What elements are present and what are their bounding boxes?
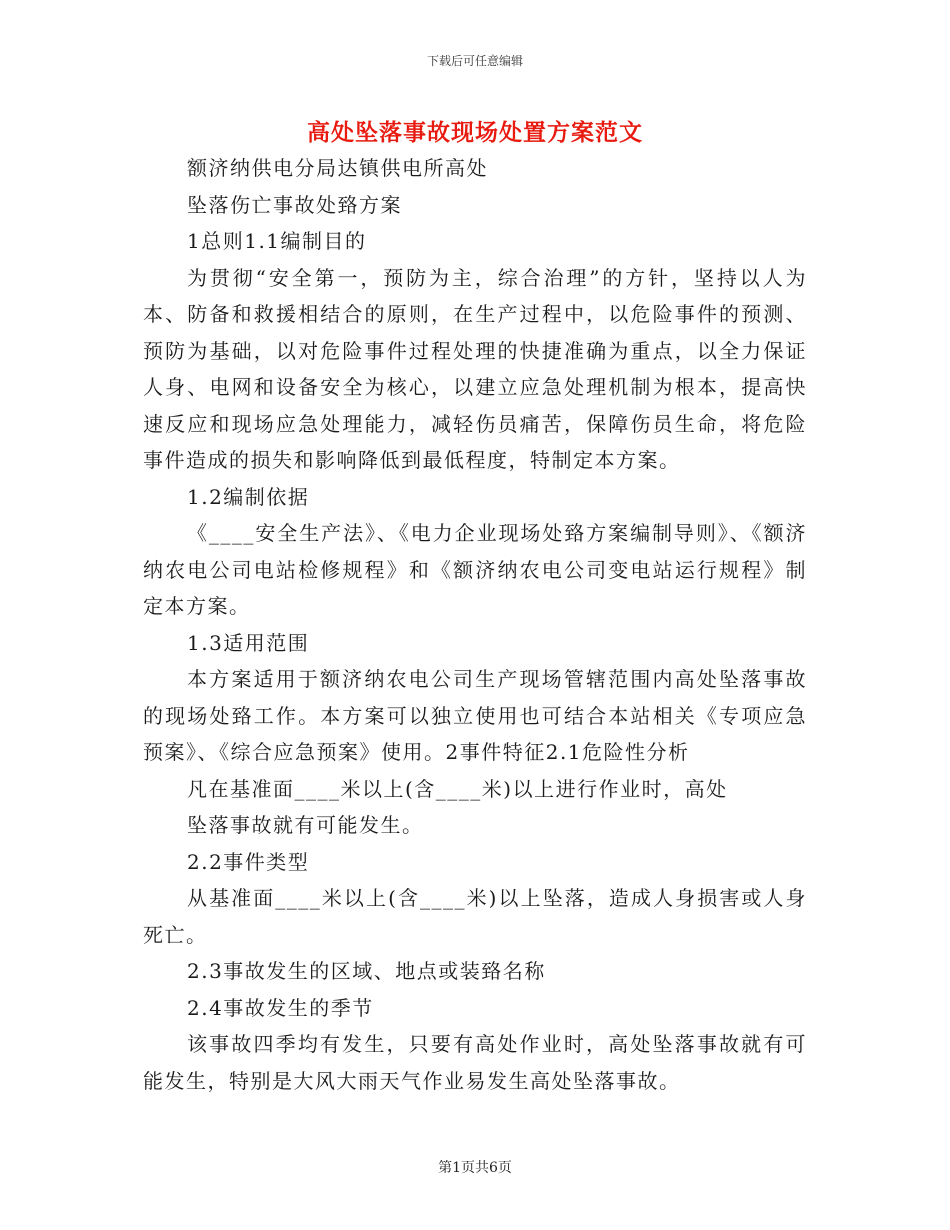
section-heading-1-3: 1.3适用范围 xyxy=(187,630,310,655)
document-title: 高处坠落事故现场处置方案范文 xyxy=(307,119,643,146)
document-body xyxy=(143,150,807,1099)
page-number: 第1页共6页 xyxy=(438,1160,512,1176)
paragraph-scope: 本方案适用于额济纳农电公司生产现场管辖范围内高处坠落事故的现场处臵工作。本方案可以独立使用也可结合本站相关《专项应急预案》、《综合应急预案》使用。2事件特征2.1危险性分析 xyxy=(143,667,807,764)
section-heading-1-2: 1.2编制依据 xyxy=(187,484,310,509)
paragraph-event-type: 从基准面____米以上(含____米)以上坠落，造成人身损害或人身死亡。 xyxy=(143,886,807,947)
subtitle-line-1: 额济纳供电分局达镇供电所高处 xyxy=(187,156,488,180)
section-heading-2-4: 2.4事故发生的季节 xyxy=(187,995,374,1020)
paragraph-risk-line-2: 坠落事故就有可能发生。 xyxy=(187,813,424,837)
subtitle-line-2: 坠落伤亡事故处臵方案 xyxy=(187,192,402,217)
section-heading-1: 1总则1.1编制目的 xyxy=(187,229,367,253)
paragraph-season: 该事故四季均有发生，只要有高处作业时，高处坠落事故就有可能发生，特别是大风大雨天气作业易发生高处坠落事故。 xyxy=(143,1032,807,1093)
paragraph-risk-line-1: 凡在基准面____米以上(含____米)以上进行作业时，高处 xyxy=(187,776,728,801)
paragraph-purpose: 为贯彻“安全第一，预防为主，综合治理”的方针，坚持以人为本、防备和救援相结合的原则，在生产过程中，以危险事件的预测、预防为基础，以对危险事件过程处理的快捷准确为重点，以全力保证人身、电网和设备安全为核心，以建立应急处理机制为根本，提高快速反应和现场应急处理能力，减轻伤员痛苦，保障伤员生命，将危险事件造成的损失和影响降低到最低程度，特制定本方案。 xyxy=(143,265,807,472)
page-header: 下载后可任意编辑 xyxy=(426,54,523,68)
section-heading-2-3: 2.3事故发生的区域、地点或装臵名称 xyxy=(187,959,546,983)
section-heading-2-2: 2.2事件类型 xyxy=(187,849,310,874)
paragraph-basis: 《____安全生产法》、《电力企业现场处臵方案编制导则》、《额济纳农电公司电站检修规程》和《额济纳农电公司变电站运行规程》制定本方案。 xyxy=(143,521,807,618)
